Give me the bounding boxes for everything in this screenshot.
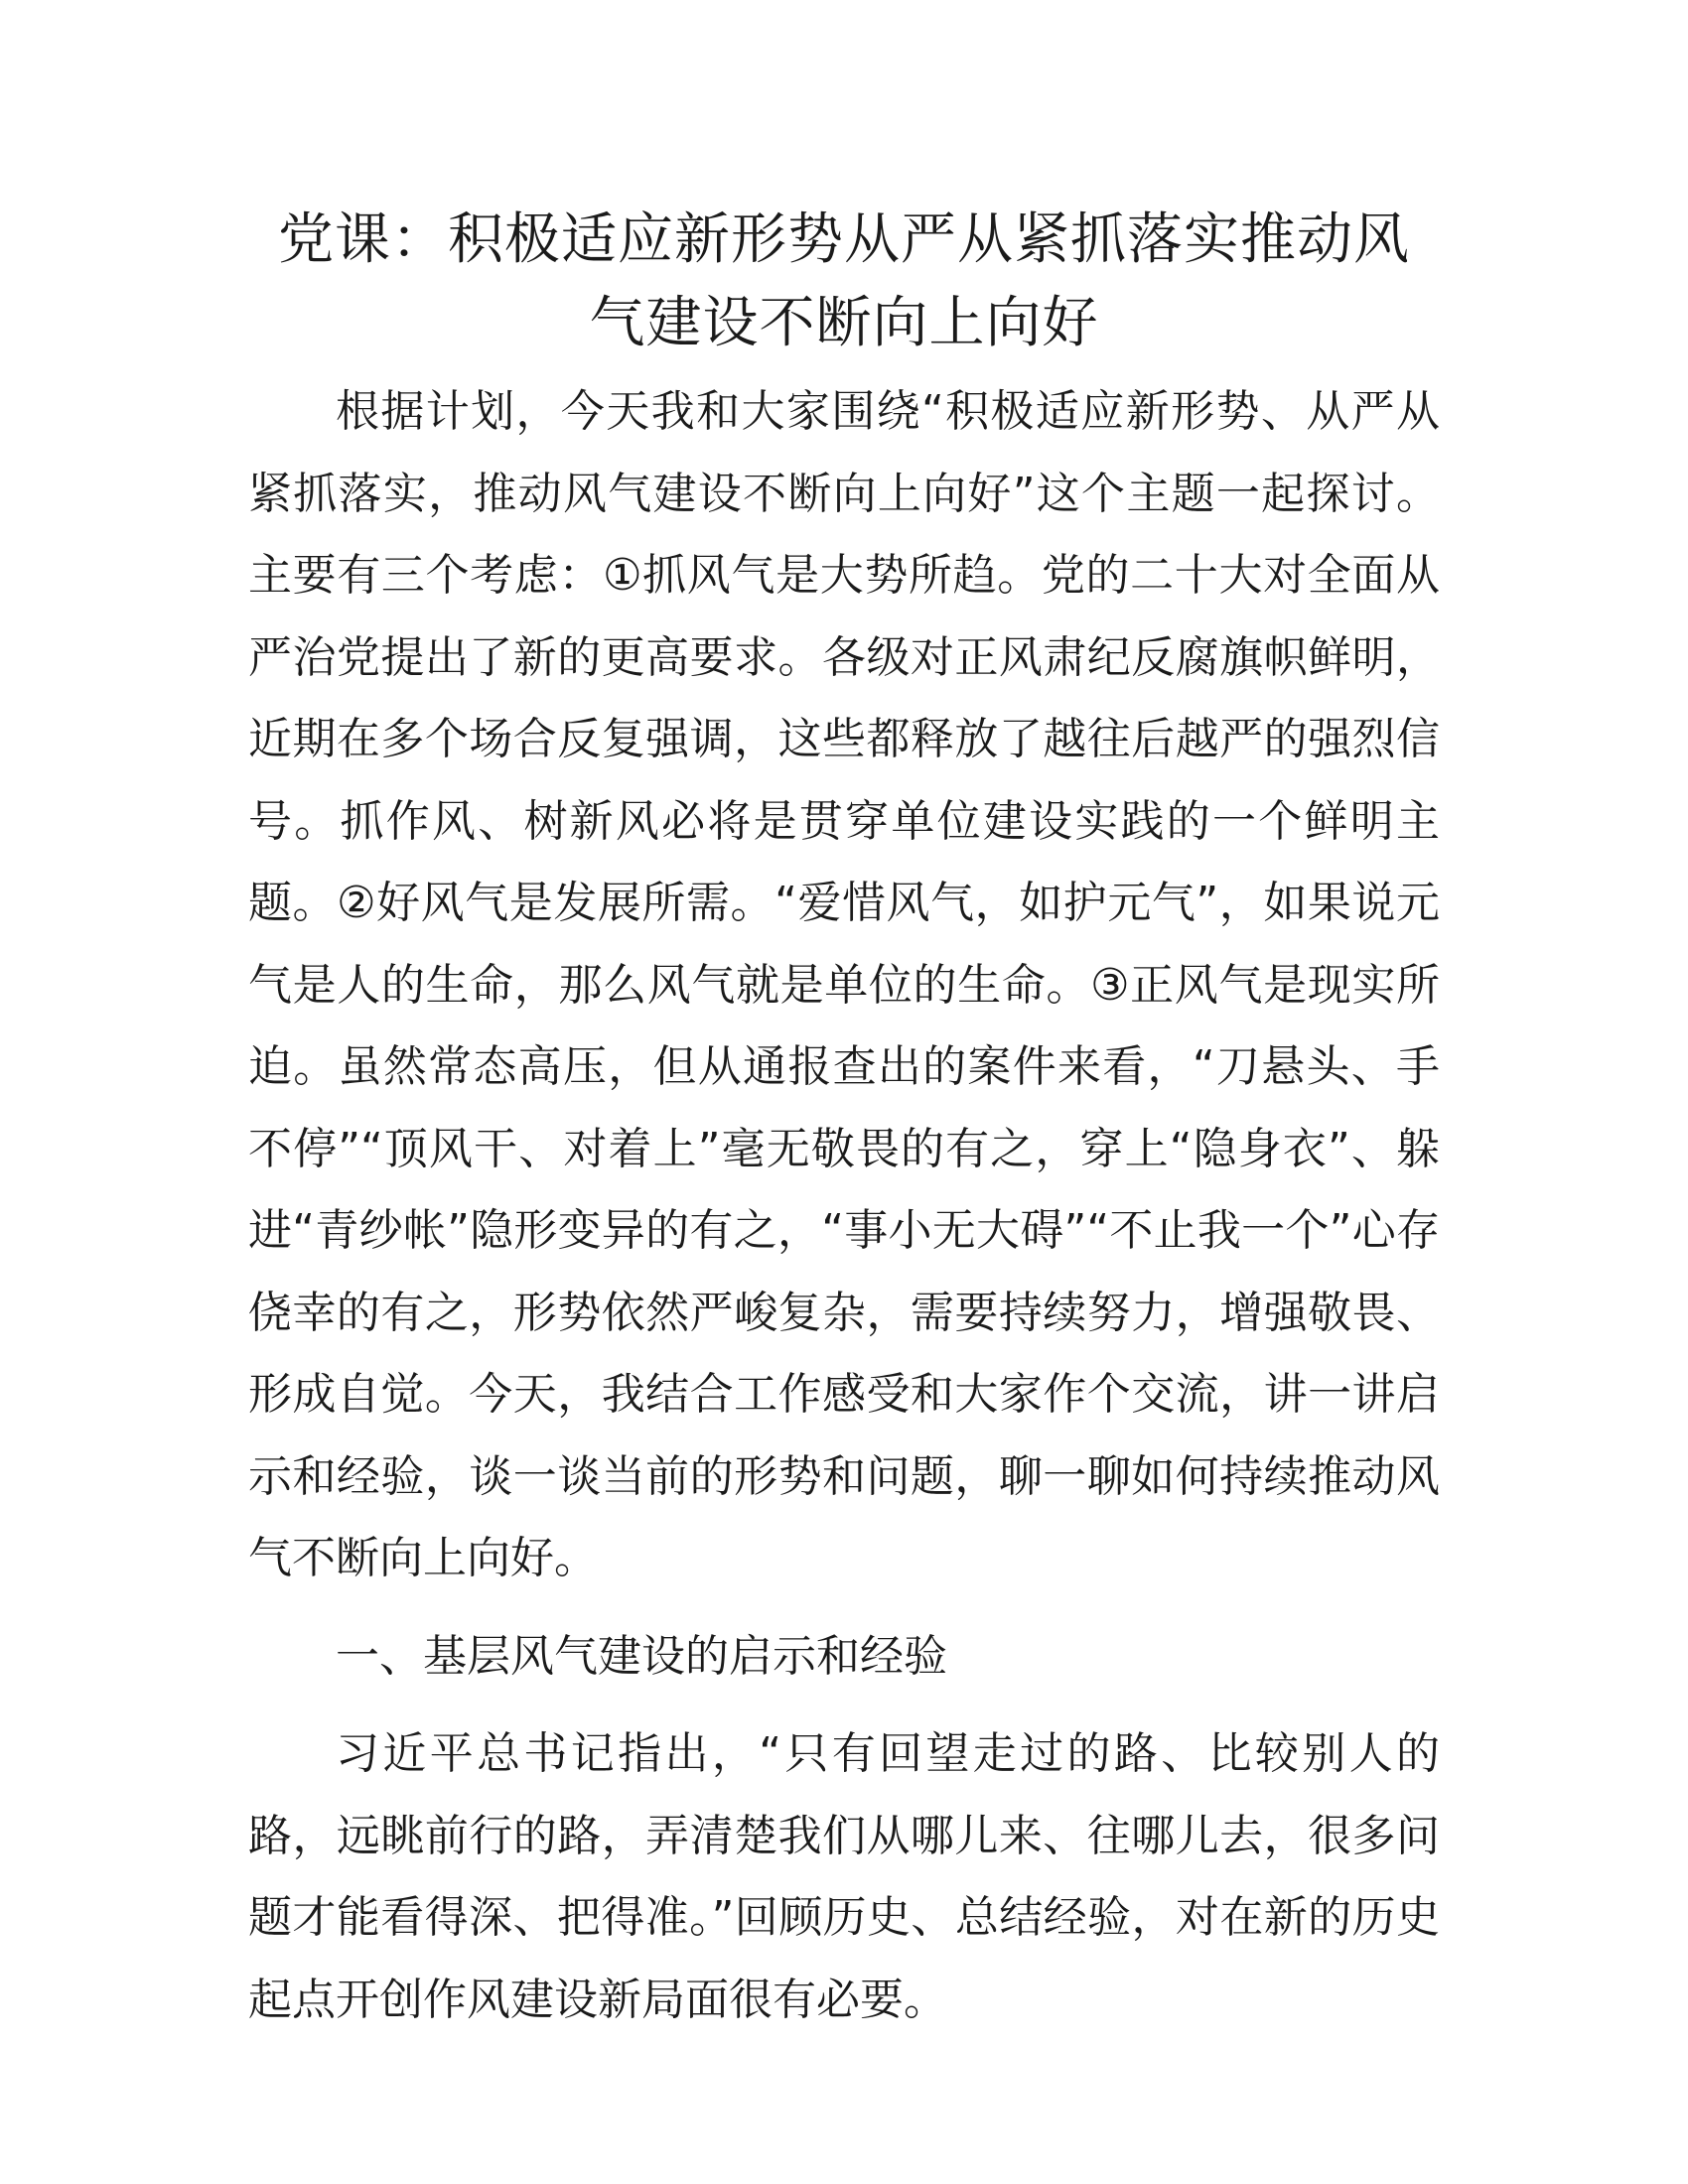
title-line-2: 气建设不断向上向好 [589,291,1099,355]
section-paragraph: 习近平总书记指出，“只有回望走过的路、比较别人的路，远眺前行的路，弄清楚我们从哪儿来、往哪儿去，很多问题才能看得深、把得准。”回顾历史、总结经验，对在新的历史起点开创作风建设新局面很有必要。 [248,1728,1440,2025]
title-line-1: 党课：积极适应新形势从严从紧抓落实推动风 [278,207,1410,272]
section-heading: 一、基层风气建设的启示和经验 [336,1630,947,1682]
document-title [248,199,1440,365]
intro-paragraph: 根据计划，今天我和大家围绕“积极适应新形势、从严从紧抓落实，推动风气建设不断向上向好”这个主题一起探讨。主要有三个考虑：①抓风气是大势所趋。党的二十大对全面从严治党提出了新的更高要求。各级对正风肃纪反腐旗帜鲜明，近期在多个场合反复强调，这些都释放了越往后越严的强烈信号。抓作风、树新风必将是贯穿单位建设实践的一个鲜明主题。②好风气是发展所需。“爱惜风气，如护元气”，如果说元气是人的生命，那么风气就是单位的生命。③正风气是现实所迫。虽然常态高压，但从通报查出的案件来看，“刀悬头、手不停”“顶风干、对着上”毫无敬畏的有之，穿上“隐身衣”、躲进“青纱帐”隐形变异的有之，“事小无大碍”“不止我一个”心存侥幸的有之，形势依然严峻复杂，需要持续努力，增强敬畏、形成自觉。今天，我结合工作感受和大家作个交流，讲一讲启示和经验，谈一谈当前的形势和问题，聊一聊如何持续推动风气不断向上向好。 [248,386,1440,1583]
document-page [248,199,1440,2041]
